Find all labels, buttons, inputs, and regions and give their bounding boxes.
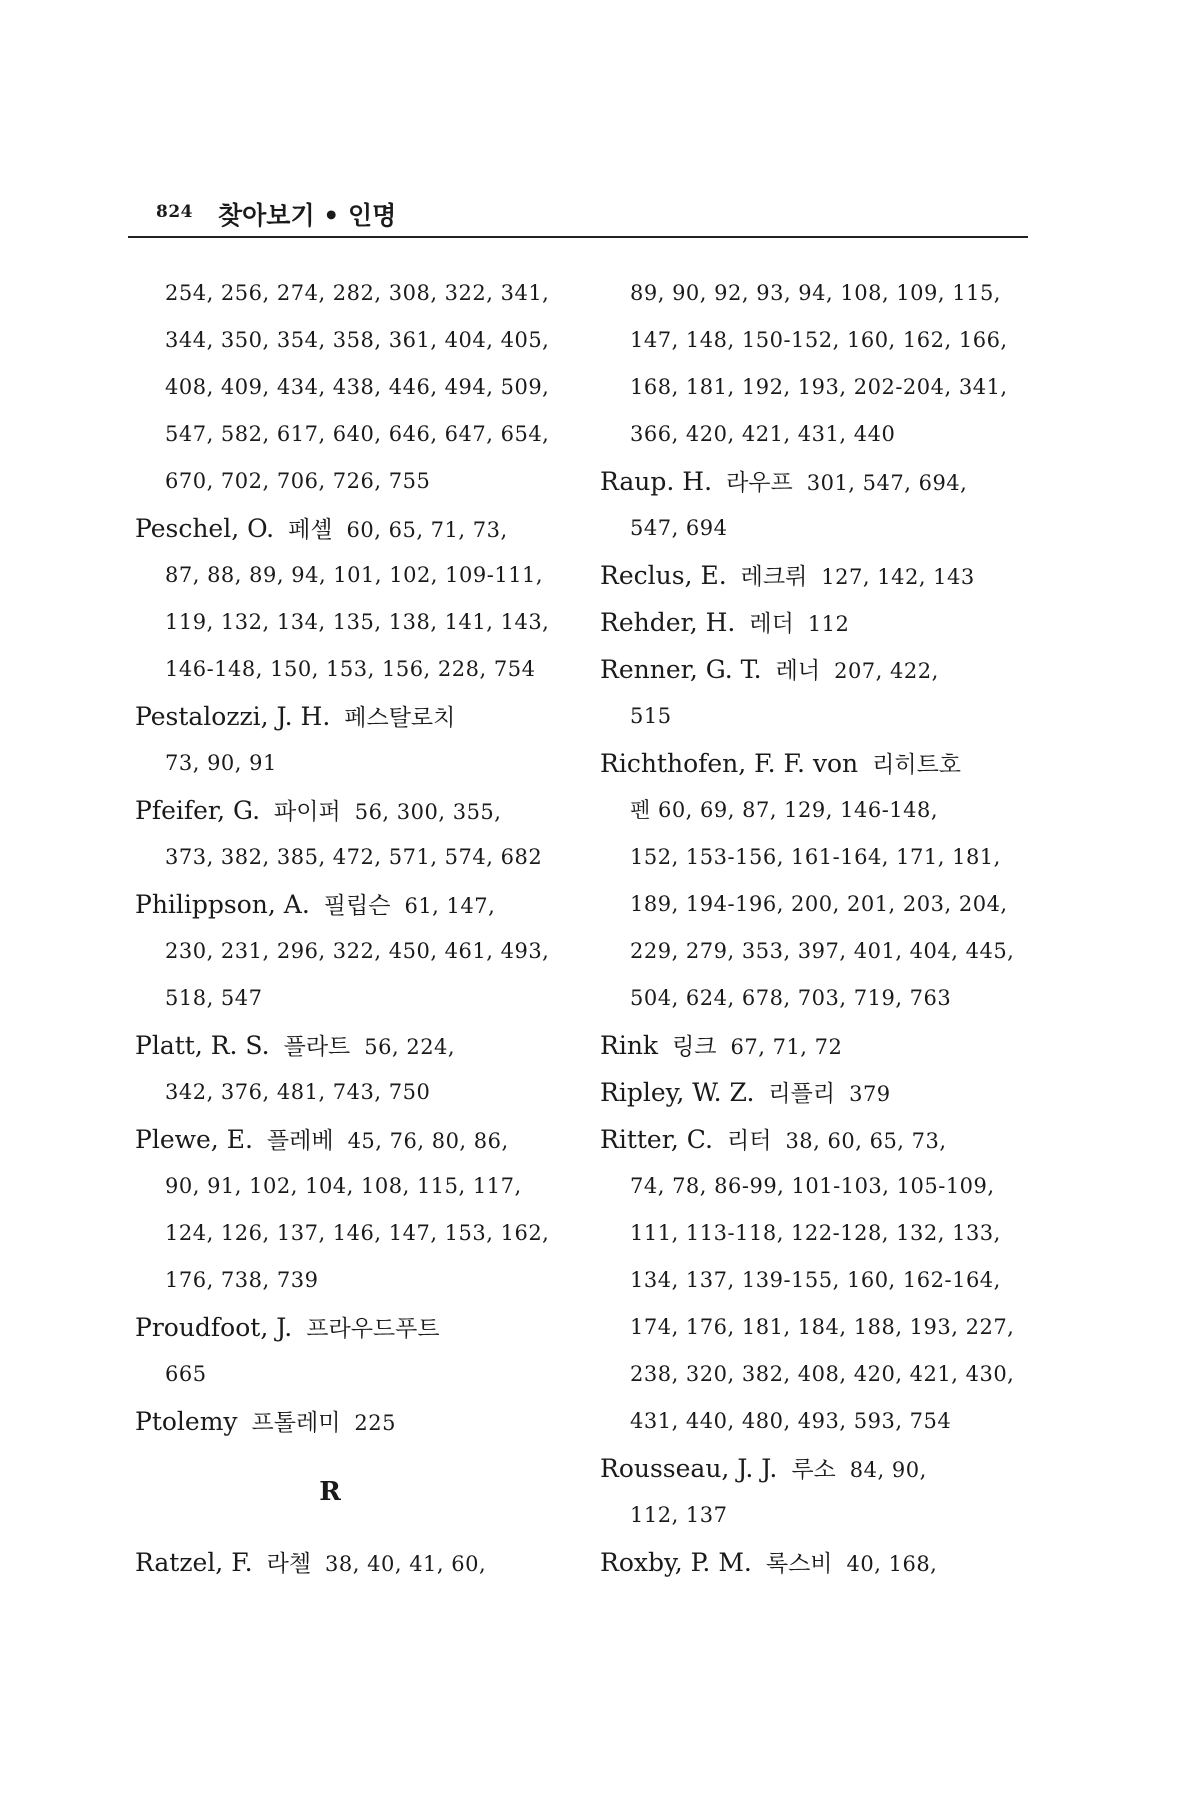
index-entry: [600, 1539, 1030, 1586]
entry-korean-name: 링크: [672, 1034, 717, 1060]
entry-pages: 56, 224,: [364, 1035, 456, 1059]
entry-name: Platt, R. S.: [135, 1031, 270, 1060]
entry-pages-continued: 547, 694: [630, 516, 728, 540]
entry-korean-name: 리히트호: [872, 752, 962, 778]
entry-line: [135, 1022, 565, 1069]
entry-pages: 45, 76, 80, 86,: [347, 1129, 509, 1153]
entry-pages: 67, 71, 72: [730, 1035, 843, 1059]
entry-line: [600, 599, 1030, 646]
entry-korean-name: 프라우드푸트: [306, 1316, 440, 1342]
entry-pages-continued: 176, 738, 739: [165, 1268, 319, 1292]
entry-korean-name: 레너: [775, 658, 821, 684]
continued-pages-line: 670, 702, 706, 726, 755: [165, 469, 431, 493]
right-column: [600, 270, 1030, 1586]
entry-name: Rousseau, J. J.: [600, 1454, 778, 1483]
entry-name: Renner, G. T.: [600, 655, 762, 684]
entry-line: [135, 787, 565, 834]
entry-pages-continued: 87, 88, 89, 94, 101, 102, 109-111,: [165, 563, 544, 587]
continued-pages-line: 408, 409, 434, 438, 446, 494, 509,: [165, 375, 550, 399]
entry-pages-continued: 73, 90, 91: [165, 751, 277, 775]
entry-line: [600, 1116, 1030, 1163]
entry-pages-continued: 134, 137, 139-155, 160, 162-164,: [630, 1268, 1001, 1292]
entry-line: [135, 1539, 565, 1586]
entry-name: Raup. H.: [600, 467, 713, 496]
index-entry: [135, 1304, 565, 1398]
entry-korean-name: 루소: [791, 1457, 836, 1483]
entry-line: [600, 1445, 1030, 1492]
entry-korean-name: 플라트: [283, 1034, 351, 1060]
entry-pages: 61, 147,: [404, 894, 496, 918]
continued-pages-line: 89, 90, 92, 93, 94, 108, 109, 115,: [630, 281, 1001, 305]
index-entry: [600, 646, 1030, 740]
entry-pages-continued: 152, 153-156, 161-164, 171, 181,: [630, 845, 1001, 869]
entry-pages-continued: 342, 376, 481, 743, 750: [165, 1080, 431, 1104]
entry-name: Pestalozzi, J. H.: [135, 702, 331, 731]
entry-name: Roxby, P. M.: [600, 1548, 752, 1577]
entry-pages-continued: 174, 176, 181, 184, 188, 193, 227,: [630, 1315, 1015, 1339]
index-entry: [600, 552, 1030, 599]
continued-pages-line: 366, 420, 421, 431, 440: [630, 422, 896, 446]
entry-pages: 84, 90,: [849, 1458, 927, 1482]
entry-pages: 207, 422,: [834, 659, 939, 683]
entry-pages-continued: 124, 126, 137, 146, 147, 153, 162,: [165, 1221, 550, 1245]
entry-line: [135, 505, 565, 552]
index-entry: [135, 787, 565, 881]
entry-pages: 38, 60, 65, 73,: [785, 1129, 947, 1153]
continued-pages-line: 344, 350, 354, 358, 361, 404, 405,: [165, 328, 550, 352]
entry-pages: 379: [849, 1082, 891, 1106]
page-number: 824: [156, 202, 193, 222]
entry-pages-continued: 431, 440, 480, 493, 593, 754: [630, 1409, 952, 1433]
entry-korean-name: 페스탈로치: [344, 705, 456, 731]
section-title: 찾아보기 • 인명: [218, 201, 397, 230]
page-header: [128, 196, 1028, 238]
entry-pages-continued: 74, 78, 86-99, 101-103, 105-109,: [630, 1174, 995, 1198]
entry-line: [135, 881, 565, 928]
index-entry: [600, 1022, 1030, 1069]
entry-korean-name: 라우프: [726, 470, 793, 496]
entry-korean-name: 프톨레미: [251, 1410, 341, 1436]
index-entry: [135, 1022, 565, 1116]
entry-pages-continued: 504, 624, 678, 703, 719, 763: [630, 986, 952, 1010]
entry-pages-continued: 230, 231, 296, 322, 450, 461, 493,: [165, 939, 550, 963]
entry-pages-continued: 146-148, 150, 153, 156, 228, 754: [165, 657, 536, 681]
entry-name: Rink: [600, 1031, 659, 1060]
entry-name: Plewe, E.: [135, 1125, 253, 1154]
entry-name: Rehder, H.: [600, 608, 736, 637]
entry-name: Reclus, E.: [600, 561, 727, 590]
entry-pages-continued: 112, 137: [630, 1503, 728, 1527]
entry-name: Philippson, A.: [135, 890, 310, 919]
index-entry: [600, 740, 1030, 1022]
entry-pages-continued: 518, 547: [165, 986, 263, 1010]
entry-korean-name: 리플리: [768, 1081, 836, 1107]
entry-pages-continued: 189, 194-196, 200, 201, 203, 204,: [630, 892, 1008, 916]
entry-line: [600, 1022, 1030, 1069]
entry-line: [135, 693, 565, 740]
entry-name: Ptolemy: [135, 1407, 238, 1436]
left-column: [135, 270, 565, 1586]
continued-pages-line: 254, 256, 274, 282, 308, 322, 341,: [165, 281, 550, 305]
index-entry: [600, 1445, 1030, 1539]
entry-pages: 60, 65, 71, 73,: [346, 518, 508, 542]
entry-name: Pfeifer, G.: [135, 796, 261, 825]
entry-name: Ratzel, F.: [135, 1548, 253, 1577]
entry-korean-name: 플레베: [266, 1128, 334, 1154]
continued-pages-line: 147, 148, 150-152, 160, 162, 166,: [630, 328, 1008, 352]
entry-pages: 301, 547, 694,: [806, 471, 968, 495]
entry-pages-continued: 펜 60, 69, 87, 129, 146-148,: [630, 798, 939, 822]
index-entry: [600, 1069, 1030, 1116]
index-entry: [135, 1539, 565, 1586]
entry-line: [600, 1539, 1030, 1586]
entry-korean-name: 페셸: [288, 517, 333, 543]
entry-korean-name: 파이퍼: [274, 799, 341, 825]
entry-korean-name: 필립슨: [323, 893, 391, 919]
entry-name: Ripley, W. Z.: [600, 1078, 755, 1107]
entry-line: [135, 1398, 565, 1445]
entry-pages-continued: 111, 113-118, 122-128, 132, 133,: [630, 1221, 1001, 1245]
entry-line: [600, 458, 1030, 505]
index-entry: [135, 1398, 565, 1445]
index-entry: [600, 1116, 1030, 1445]
letter-heading: R: [319, 1477, 341, 1507]
index-entry: [135, 693, 565, 787]
index-entry: [600, 599, 1030, 646]
entry-pages: 112: [807, 612, 850, 636]
entry-pages: 38, 40, 41, 60,: [325, 1552, 487, 1576]
entry-name: Richthofen, F. F. von: [600, 749, 859, 778]
entry-korean-name: 라첼: [266, 1551, 312, 1577]
continued-pages-line: 168, 181, 192, 193, 202-204, 341,: [630, 375, 1008, 399]
entry-pages: 127, 142, 143: [821, 565, 975, 589]
entry-pages-continued: 119, 132, 134, 135, 138, 141, 143,: [165, 610, 550, 634]
entry-line: [600, 646, 1030, 693]
entry-pages-continued: 665: [165, 1362, 207, 1386]
entry-name: Ritter, C.: [600, 1125, 713, 1154]
entry-line: [600, 1069, 1030, 1116]
entry-pages-continued: 515: [630, 704, 672, 728]
entry-line: [600, 552, 1030, 599]
entry-pages-continued: 238, 320, 382, 408, 420, 421, 430,: [630, 1362, 1015, 1386]
entry-name: Proudfoot, J.: [135, 1313, 293, 1342]
entry-line: [135, 1116, 565, 1163]
continued-pages-line: 547, 582, 617, 640, 646, 647, 654,: [165, 422, 550, 446]
entry-korean-name: 레더: [749, 611, 794, 637]
index-entry: [135, 881, 565, 1022]
entry-korean-name: 리터: [727, 1128, 772, 1154]
entry-pages: 40, 168,: [846, 1552, 938, 1576]
index-entry: [600, 458, 1030, 552]
entry-line: [600, 740, 1030, 787]
entry-name: Peschel, O.: [135, 514, 275, 543]
entry-pages-continued: 229, 279, 353, 397, 401, 404, 445,: [630, 939, 1015, 963]
entry-korean-name: 레크뤼: [740, 564, 808, 590]
entry-korean-name: 록스비: [765, 1551, 833, 1577]
entry-pages-continued: 373, 382, 385, 472, 571, 574, 682: [165, 845, 543, 869]
entry-pages: 225: [354, 1411, 397, 1435]
index-entry: [135, 1116, 565, 1304]
entry-pages-continued: 90, 91, 102, 104, 108, 115, 117,: [165, 1174, 522, 1198]
index-entry: [135, 505, 565, 693]
entry-line: [135, 1304, 565, 1351]
entry-pages: 56, 300, 355,: [354, 800, 502, 824]
